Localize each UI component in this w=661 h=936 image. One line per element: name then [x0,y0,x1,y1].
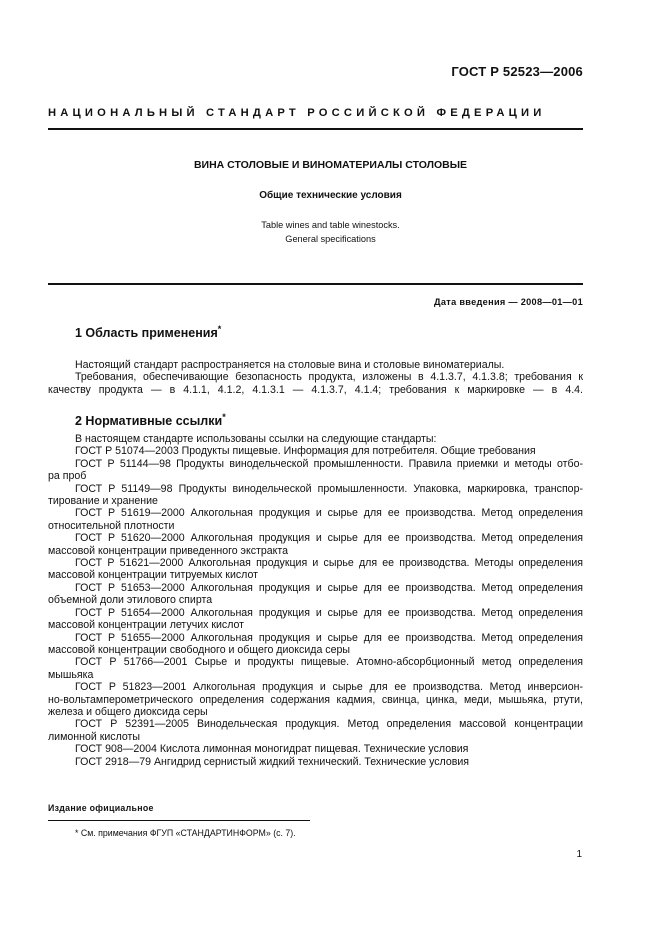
section-2-heading [75,412,226,428]
english-title-line-2: General specifications [285,234,376,244]
text-line: объемной доли этилового спирта [48,594,213,607]
text-line: но-вольтамперометрического определения содержания кадмия, свинца, цинка, меди, мышьяка, ртути, [48,693,583,706]
text-line: качеству продукта — в 4.1.1, 4.1.2, 4.1.3.1 — 4.1.3.7, 4.1.4; требования к маркировке — в 4.4. [48,383,583,396]
text-line: ГОСТ Р 51766—2001 Сырье и продукты пищевые. Атомно-абсорбционный метод определения [75,656,583,669]
text-line: массовой концентрации титруемых кислот [48,569,258,582]
footnote: * См. примечания ФГУП «СТАНДАРТИНФОРМ» (с. 7). [75,828,296,838]
english-title [0,218,661,246]
text-line: ГОСТ Р 51619—2000 Алкогольная продукция и сырье для ее производства. Метод определения [75,507,583,520]
text-line: ГОСТ Р 51621—2000 Алкогольная продукция и сырье для ее производства. Методы определения [75,557,583,570]
official-edition-label: Издание официальное [48,803,154,813]
text-line: ГОСТ Р 51074—2003 Продукты пищевые. Информация для потребителя. Общие требования [75,445,536,458]
text-line: массовой концентрации летучих кислот [48,619,245,632]
text-line: В настоящем стандарте использованы ссылки на следующие стандарты: [75,433,437,445]
text-line: тирование и хранение [48,495,158,508]
text-line: мышьяка [48,668,94,681]
section-1-heading-text: 1 Область применения [75,326,218,341]
section-1-footnote-mark: * [217,324,222,334]
footnote-divider [48,820,310,821]
text-line: ГОСТ Р 51653—2000 Алкогольная продукция и сырье для ее производства. Метод определения [75,581,583,594]
text-line: Требования, обеспечивающие безопасность продукта, изложены в 4.1.3.7, 4.1.3.8; требования к [75,371,583,384]
document-subtitle: Общие технические условия [259,190,402,201]
section-2-footnote-mark: * [222,412,226,422]
text-line: ГОСТ Р 51149—98 Продукты винодельческой промышленности. Упаковка, маркировка, транспор- [75,482,583,495]
page-number: 1 [576,849,582,860]
text-line: ра проб [48,470,87,483]
text-line: ГОСТ Р 51654—2000 Алкогольная продукция и сырье для ее производства. Метод определения [75,606,583,619]
text-line: лимонной кислоты [48,730,141,743]
section-1-heading [75,324,221,340]
national-standard-banner: НАЦИОНАЛЬНЫЙ СТАНДАРТ РОССИЙСКОЙ ФЕДЕРАЦИИ [48,107,546,119]
text-line: Настоящий стандарт распространяется на столовые вина и столовые виноматериалы. [75,359,505,371]
section-2-body [48,433,583,768]
text-line: массовой концентрации свободного и общего диоксида серы [48,643,350,656]
document-title: ВИНА СТОЛОВЫЕ И ВИНОМАТЕРИАЛЫ СТОЛОВЫЕ [193,159,468,171]
english-title-line-1: Table wines and table winestocks. [261,220,400,230]
section-2-heading-text: 2 Нормативные ссылки [75,414,223,429]
top-divider [48,128,583,130]
gost-number: ГОСТ Р 52523—2006 [451,64,583,79]
text-line: железа и общего диоксида серы [48,705,208,718]
text-line: ГОСТ Р 51823—2001 Алкогольная продукция и сырье для ее производства. Метод инверсион- [75,681,583,694]
text-line: ГОСТ Р 51144—98 Продукты винодельческой промышленности. Правила приемки и методы отбо- [75,457,583,470]
text-line: ГОСТ Р 51655—2000 Алкогольная продукция и сырье для ее производства. Метод определения [75,631,583,644]
section-1-body [48,359,583,396]
text-line: относительной плотности [48,519,175,532]
introduction-date: Дата введения — 2008—01—01 [434,297,583,307]
text-line: ГОСТ 2918—79 Ангидрид сернистый жидкий технический. Технические условия [75,755,470,768]
text-line: ГОСТ Р 51620—2000 Алкогольная продукция и сырье для ее производства. Метод определения [75,532,583,545]
text-line: массовой концентрации приведенного экстракта [48,544,289,557]
title-divider [48,283,583,285]
text-line: ГОСТ 908—2004 Кислота лимонная моногидрат пищевая. Технические условия [75,743,469,756]
text-line: ГОСТ Р 52391—2005 Винодельческая продукция. Метод определения массовой концентрации [75,718,583,731]
